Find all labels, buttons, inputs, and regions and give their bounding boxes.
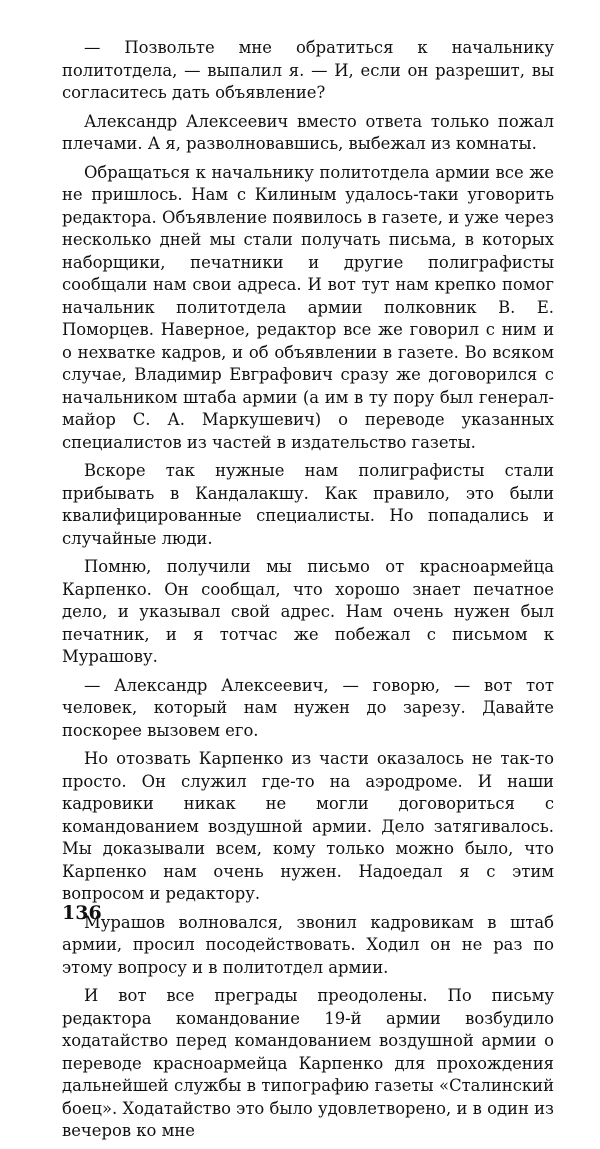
- paragraph-4: Вскоре так нужные нам полиграфисты стали прибывать в Кандалакшу. Как правило, это были квалифицированные специалисты. Но попадались и случайные люди.: [62, 461, 554, 548]
- paragraph-7: Но отозвать Карпенко из части оказалось не так-то просто. Он служил где-то на аэродроме. И наши кадровики никак не могли договориться с командованием воздушной армии. Дело затягивалось. Мы доказывали всем, кому только можно было, что Карпенко нам очень нужен. Надоедал я с этим вопросом и редактору.: [62, 749, 554, 903]
- paragraph-8: Мурашов волновался, звонил кадровикам в штаб армии, просил посодействовать. Ходил он не раз по этому вопросу и в политотдел армии.: [62, 912, 554, 977]
- paragraph-2: Александр Алексеевич вместо ответа только пожал плечами. А я, разволновавшись, выбежал из комнаты.: [62, 111, 554, 153]
- paragraph-3: Обращаться к начальнику политотдела армии все же не пришлось. Нам с Килиным удалось-таки уговорить редактора. Объявление появилось в газете, и уже через несколько дней мы стали получать письма, в которых наборщики, печатники и другие полиграфисты сообщали нам свои адреса. И вот тут нам крепко помог начальник политотдела армии полковник В. Е. Поморцев. Наверное, редактор все же говорил с ним и о нехватке кадров, и об объявлении в газете. Во всяком случае, Владимир Евграфович сразу же договорился с начальником штаба армии (а им в ту пору был генерал-майор С. А. Маркушевич) о переводе указанных специалистов из частей в издательство газеты.: [62, 162, 554, 452]
- paragraph-9: И вот все преграды преодолены. По письму редактора командование 19-й армии возбудило ходатайство перед командованием воздушной армии о переводе красноармейца Карпенко для прохождения дальнейшей службы в типографию газеты «Сталинский боец». Ходатайство это было удовлетворено, и в один из вечеров ко мне: [62, 986, 554, 1140]
- paragraph-6: — Александр Алексеевич, — говорю, — вот тот человек, который нам нужен до зарезу. Давайте поскорее вызовем его.: [62, 675, 554, 740]
- paragraph-5: Помню, получили мы письмо от красноармейца Карпенко. Он сообщал, что хорошо знает печатное дело, и указывал свой адрес. Нам очень нужен был печатник, и я тотчас же побежал с письмом к Мурашову.: [62, 557, 554, 666]
- page-number: 136: [62, 902, 102, 924]
- page-body: [62, 37, 554, 1149]
- paragraph-1: — Позвольте мне обратиться к начальнику политотдела, — выпалил я. — И, если он разрешит, вы согласитесь дать объявление?: [62, 38, 554, 102]
